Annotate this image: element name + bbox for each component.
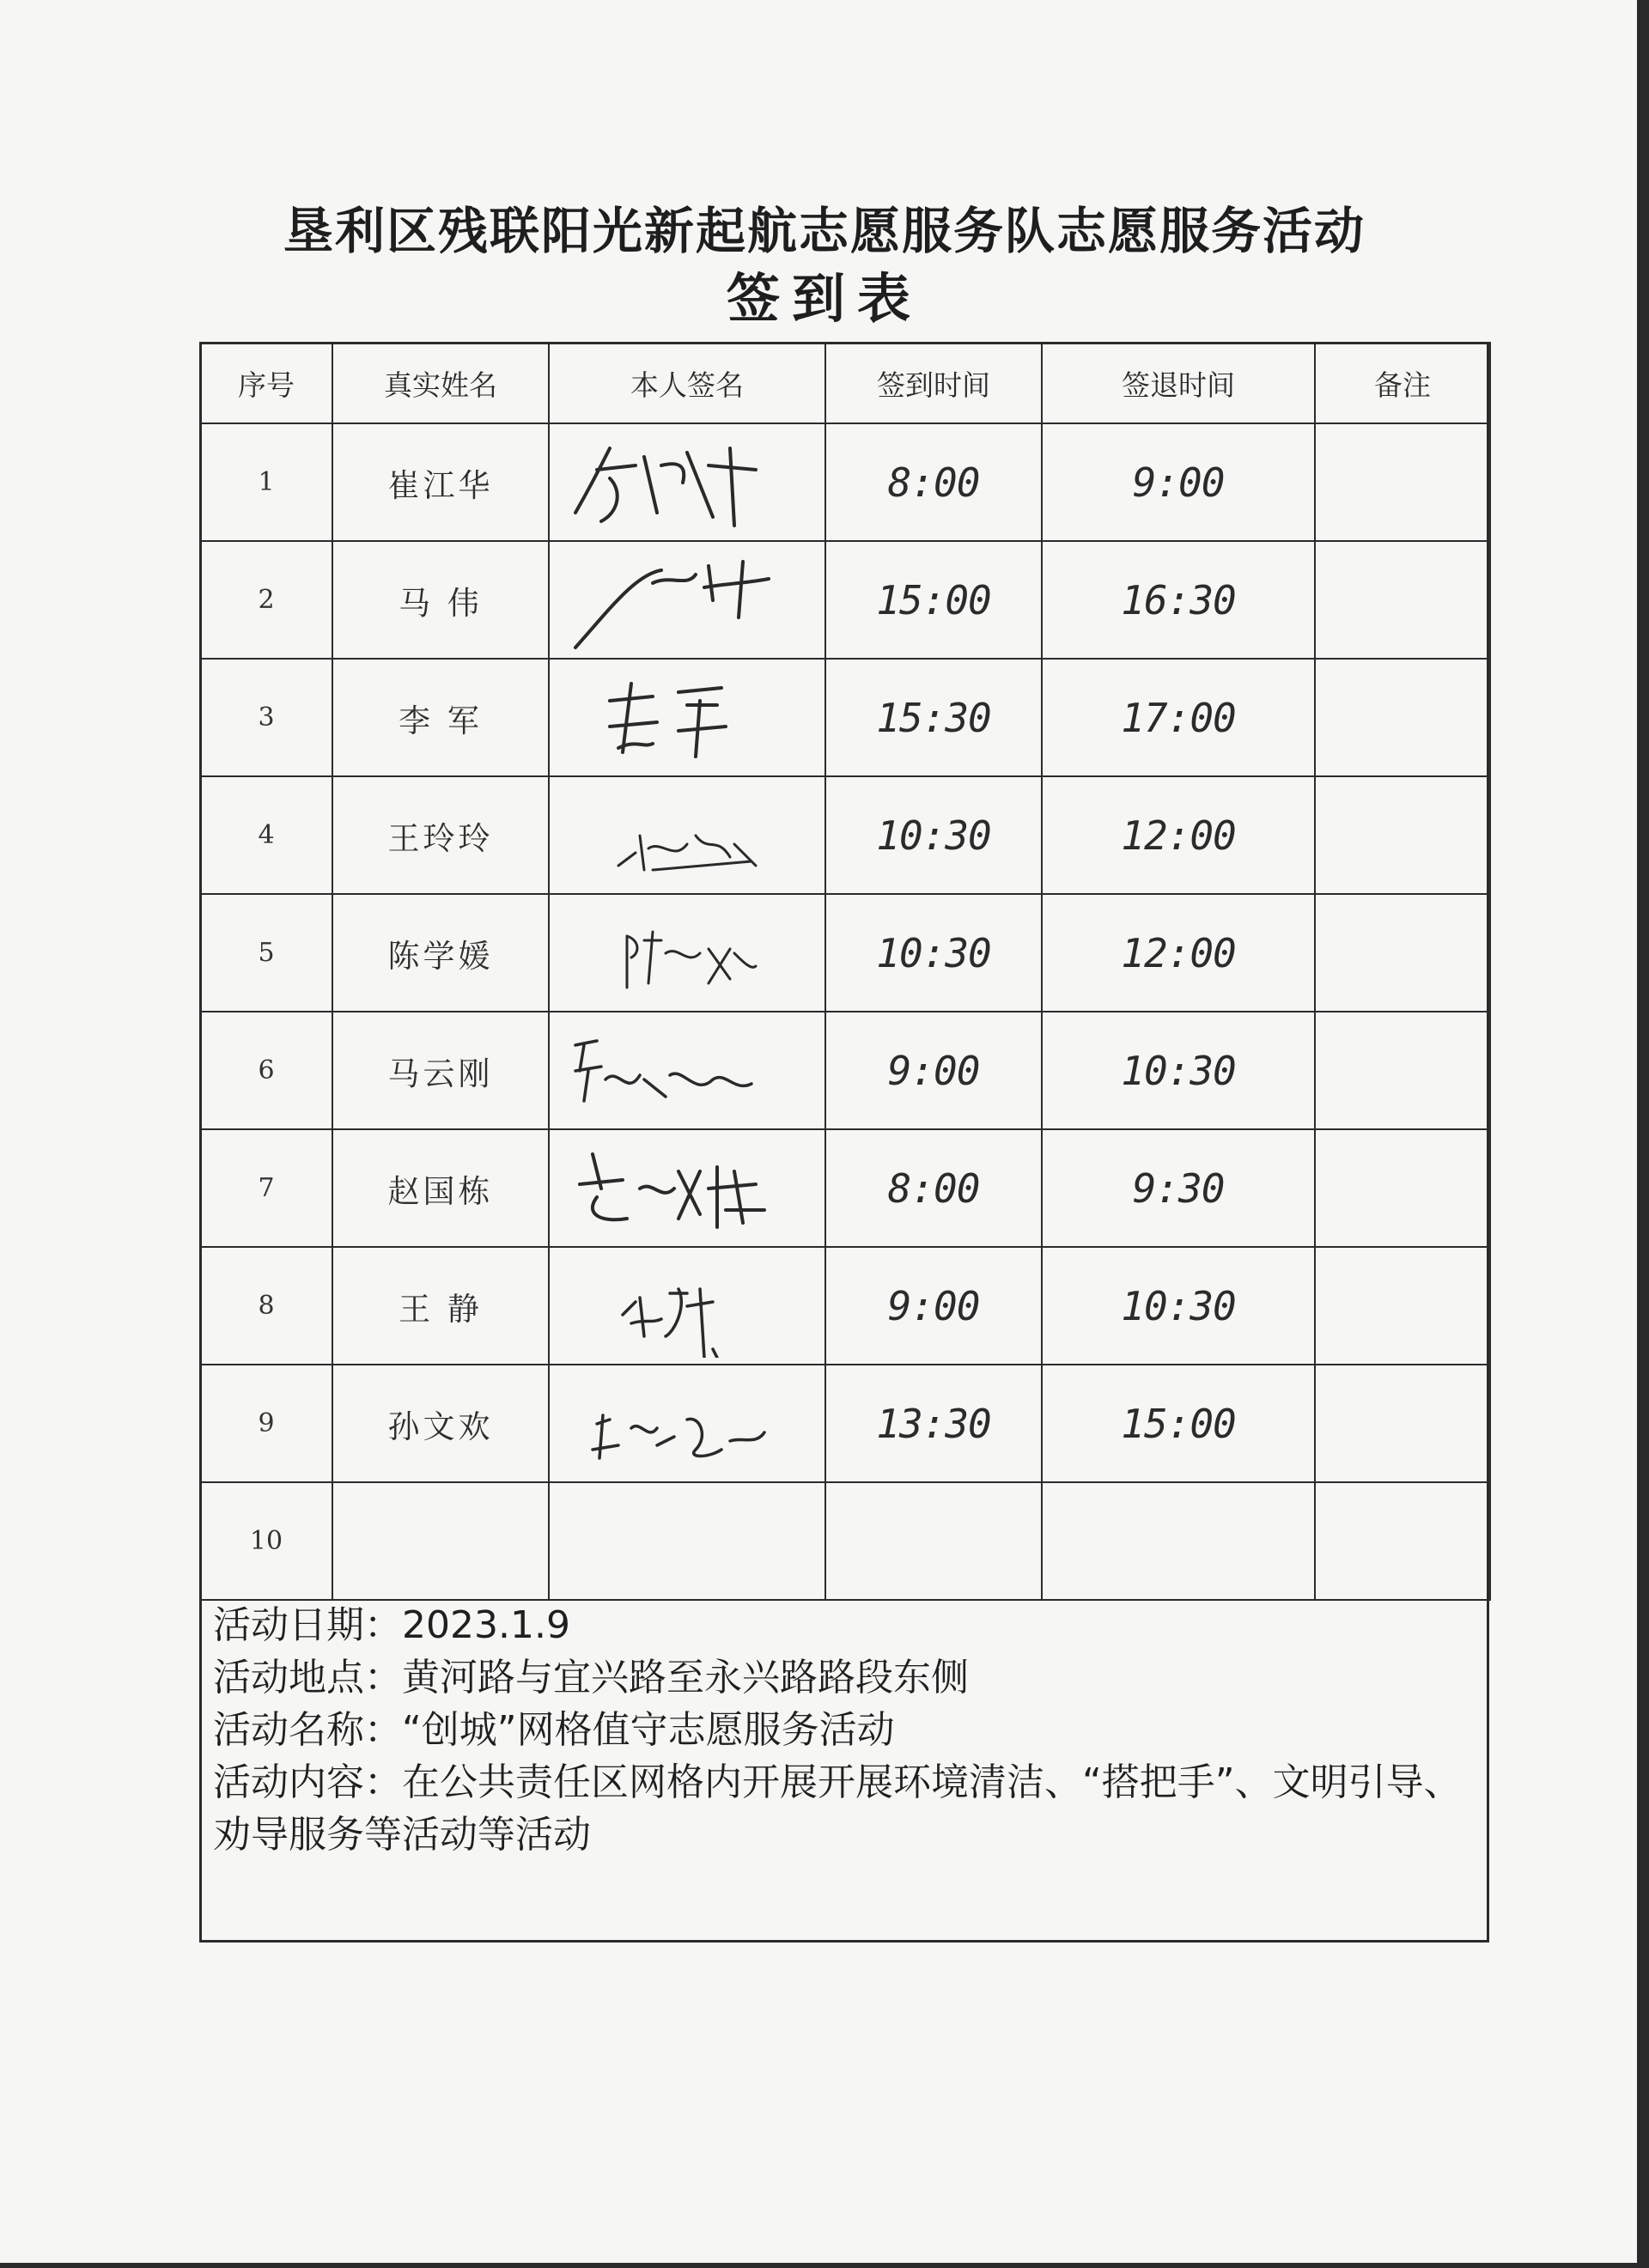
row-remarks: [1315, 423, 1490, 541]
row-signature: [549, 1247, 825, 1365]
handwritten-signature-mark: [558, 666, 816, 769]
row-sign-out-time: [1042, 1482, 1315, 1600]
row-signature: [549, 776, 825, 894]
row-remarks: [1315, 894, 1490, 1012]
row-sign-in-time: 13:30: [825, 1365, 1042, 1482]
handwritten-signature-mark: [558, 549, 816, 652]
row-number: 8: [200, 1247, 332, 1365]
table-row: [200, 423, 1490, 541]
table-row: [200, 1365, 1490, 1482]
row-sign-out-time: 9:30: [1042, 1129, 1315, 1247]
row-number: 3: [200, 659, 332, 776]
table-header-row: [200, 343, 1490, 423]
row-remarks: [1315, 1012, 1490, 1129]
row-remarks: [1315, 1247, 1490, 1365]
row-remarks: [1315, 1482, 1490, 1600]
row-sign-in-time: 8:00: [825, 1129, 1042, 1247]
row-name: 马云刚: [332, 1012, 549, 1129]
row-number: 6: [200, 1012, 332, 1129]
row-name: 陈学媛: [332, 894, 549, 1012]
row-remarks: [1315, 776, 1490, 894]
row-sign-in-time: 9:00: [825, 1012, 1042, 1129]
table-row: [200, 1012, 1490, 1129]
handwritten-signature-mark: [558, 784, 816, 887]
row-signature: [549, 423, 825, 541]
handwritten-signature-mark: [558, 1137, 816, 1240]
column-header-name: 真实姓名: [332, 343, 549, 423]
table-row: [200, 1482, 1490, 1600]
row-signature: [549, 1365, 825, 1482]
column-header-signature: 本人签名: [549, 343, 825, 423]
column-header-remarks: 备注: [1315, 343, 1490, 423]
row-sign-out-time: 9:00: [1042, 423, 1315, 541]
column-header-sign-out-time: 签退时间: [1042, 343, 1315, 423]
row-name: 马 伟: [332, 541, 549, 659]
row-sign-out-time: 12:00: [1042, 776, 1315, 894]
handwritten-signature-mark: [558, 902, 816, 1005]
row-signature: [549, 1012, 825, 1129]
row-sign-out-time: 17:00: [1042, 659, 1315, 776]
row-name: 李 军: [332, 659, 549, 776]
row-number: 7: [200, 1129, 332, 1247]
activity-location: 活动地点：黄河路与宜兴路至永兴路路段东侧: [213, 1656, 969, 1699]
table-row: [200, 1247, 1490, 1365]
row-sign-out-time: 15:00: [1042, 1365, 1315, 1482]
row-remarks: [1315, 541, 1490, 659]
row-name: 王玲玲: [332, 776, 549, 894]
form-title: 垦利区残联阳光新起航志愿服务队志愿服务活动: [283, 202, 1366, 260]
row-sign-out-time: 16:30: [1042, 541, 1315, 659]
table-row: [200, 894, 1490, 1012]
row-remarks: [1315, 1129, 1490, 1247]
row-sign-out-time: 10:30: [1042, 1012, 1315, 1129]
row-name: 孙文欢: [332, 1365, 549, 1482]
row-number: 4: [200, 776, 332, 894]
row-sign-in-time: 15:00: [825, 541, 1042, 659]
handwritten-signature-mark: [558, 1255, 816, 1358]
table-row: [200, 776, 1490, 894]
row-signature: [549, 894, 825, 1012]
row-number: 5: [200, 894, 332, 1012]
row-number: 1: [200, 423, 332, 541]
handwritten-signature-mark: [558, 431, 816, 534]
activity-content: 活动内容：在公共责任区网格内开展开展环境清洁、“搭把手”、文明引导、劝导服务等活动等活动: [213, 1760, 1462, 1857]
row-remarks: [1315, 1365, 1490, 1482]
column-header-number: 序号: [200, 343, 332, 423]
activity-name: 活动名称：“创城”网格值守志愿服务活动: [213, 1708, 895, 1752]
row-signature: [549, 541, 825, 659]
row-name: [332, 1482, 549, 1600]
row-sign-out-time: 12:00: [1042, 894, 1315, 1012]
row-sign-in-time: 10:30: [825, 894, 1042, 1012]
form-subtitle: 签到表: [726, 267, 922, 330]
row-remarks: [1315, 659, 1490, 776]
row-number: 9: [200, 1365, 332, 1482]
row-signature: [549, 1482, 825, 1600]
row-signature: [549, 1129, 825, 1247]
row-number: 2: [200, 541, 332, 659]
row-number: 10: [200, 1482, 332, 1600]
row-sign-out-time: 10:30: [1042, 1247, 1315, 1365]
handwritten-signature-mark: [558, 1019, 816, 1122]
activity-date: 活动日期：2023.1.9: [213, 1603, 570, 1647]
row-name: 王 静: [332, 1247, 549, 1365]
row-signature: [549, 659, 825, 776]
table-row: [200, 1129, 1490, 1247]
row-name: 崔江华: [332, 423, 549, 541]
table-row: [200, 659, 1490, 776]
handwritten-signature-mark: [558, 1372, 816, 1475]
row-name: 赵国栋: [332, 1129, 549, 1247]
row-sign-in-time: 10:30: [825, 776, 1042, 894]
table-row: [200, 541, 1490, 659]
sign-in-table: [199, 342, 1491, 1601]
row-sign-in-time: 9:00: [825, 1247, 1042, 1365]
row-sign-in-time: [825, 1482, 1042, 1600]
activity-info: [213, 1599, 1476, 1861]
row-sign-in-time: 8:00: [825, 423, 1042, 541]
row-sign-in-time: 15:30: [825, 659, 1042, 776]
column-header-sign-in-time: 签到时间: [825, 343, 1042, 423]
